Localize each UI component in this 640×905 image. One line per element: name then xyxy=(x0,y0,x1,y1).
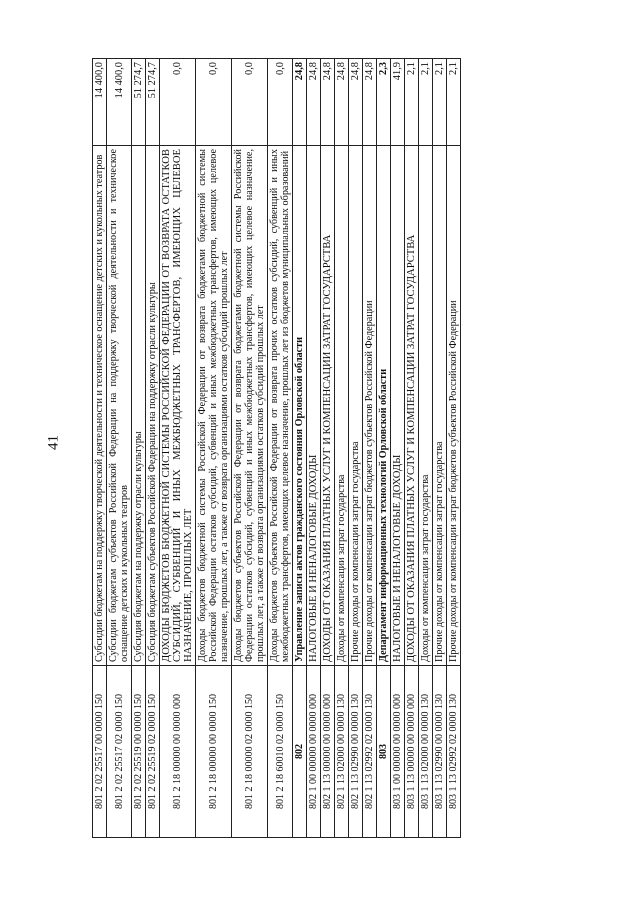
row-name: ДОХОДЫ ОТ ОКАЗАНИЯ ПЛАТНЫХ УСЛУГ И КОМПЕНСАЦИИ ЗАТРАТ ГОСУДАРСТВА xyxy=(405,146,419,666)
table-row xyxy=(307,59,321,838)
row-amount: 2,1 xyxy=(433,59,447,146)
table-row xyxy=(293,59,307,838)
table-row xyxy=(196,59,232,838)
row-name: Управление записи актов гражданского состояния Орловской области xyxy=(293,146,307,666)
table-row xyxy=(363,59,377,838)
row-code: 802 xyxy=(293,666,307,838)
row-amount: 14 400,0 xyxy=(107,59,132,146)
row-name: Субсидии бюджетам на поддержку творческой деятельности и техническое оснащение детских и кукольных театров xyxy=(93,146,107,666)
table-row xyxy=(335,59,349,838)
row-name: Прочие доходы от компенсации затрат государства xyxy=(433,146,447,666)
row-amount: 51 274,7 xyxy=(146,59,160,146)
row-name: Доходы от компенсации затрат государства xyxy=(335,146,349,666)
row-name: Субсидия бюджетам субъектов Российской Федерации на поддержку отрасли культуры xyxy=(146,146,160,666)
row-code: 802 1 13 00000 00 0000 000 xyxy=(321,666,335,838)
row-name: Доходы бюджетов субъектов Российской Федерации от возврата бюджетами бюджетной системы Российской Федерации остатков субсидий, субвенций и иных межбюджетных трансфертов, имеющих целевое назначение, прошлых лет, а также от возврата организациями остатков субсидий прошлых лет xyxy=(232,146,268,666)
table-row xyxy=(132,59,146,838)
table-row xyxy=(405,59,419,838)
row-amount: 2,1 xyxy=(447,59,461,146)
row-amount: 2,1 xyxy=(405,59,419,146)
row-name: Доходы бюджетов бюджетной системы Российской Федерации от возврата бюджетами бюджетной системы Российской Федерации остатков субсидий, субвенций и иных межбюджетных трансфертов, имеющих целевое назначение, прошлых лет, а также от возврата организациями остатков субсидий прошлых лет xyxy=(196,146,232,666)
row-amount: 24,8 xyxy=(307,59,321,146)
row-amount: 24,8 xyxy=(349,59,363,146)
rotated-table-wrapper xyxy=(92,58,588,838)
income-table-body xyxy=(93,59,461,838)
row-amount: 0,0 xyxy=(232,59,268,146)
row-name: НАЛОГОВЫЕ И НЕНАЛОГОВЫЕ ДОХОДЫ xyxy=(391,146,405,666)
table-row xyxy=(93,59,107,838)
row-code: 801 2 18 00000 02 0000 150 xyxy=(232,666,268,838)
row-amount: 51 274,7 xyxy=(132,59,146,146)
table-row xyxy=(447,59,461,838)
table-row xyxy=(107,59,132,838)
row-code: 802 1 13 02990 00 0000 130 xyxy=(349,666,363,838)
row-name: Прочие доходы от компенсации затрат бюджетов субъектов Российской Федерации xyxy=(447,146,461,666)
table-row xyxy=(419,59,433,838)
row-name: Доходы бюджетов субъектов Российской Федерации от возврата прочих остатков субсидий, субвенций и иных межбюджетных трансфертов, имеющих целевое назначение, прошлых лет из бюджетов муниципальных образований xyxy=(268,146,293,666)
row-name: Департамент информационных технологий Орловской области xyxy=(377,146,391,666)
row-name: Субсидия бюджетам на поддержку отрасли культуры xyxy=(132,146,146,666)
table-row xyxy=(433,59,447,838)
table-row xyxy=(232,59,268,838)
row-name: Доходы от компенсации затрат государства xyxy=(419,146,433,666)
row-code: 802 1 00 00000 00 0000 000 xyxy=(307,666,321,838)
row-code: 802 1 13 02992 02 0000 130 xyxy=(363,666,377,838)
row-amount: 14 400,0 xyxy=(93,59,107,146)
row-code: 801 2 02 25519 02 0000 150 xyxy=(146,666,160,838)
row-amount: 24,8 xyxy=(321,59,335,146)
row-amount: 0,0 xyxy=(268,59,293,146)
table-row xyxy=(349,59,363,838)
page-number: 41 xyxy=(45,435,62,450)
row-name: ДОХОДЫ БЮДЖЕТОВ БЮДЖЕТНОЙ СИСТЕМЫ РОССИЙСКОЙ ФЕДЕРАЦИИ ОТ ВОЗВРАТА ОСТАТКОВ СУБСИДИЙ, СУБВЕНЦИЙ И ИНЫХ МЕЖБЮДЖЕТНЫХ ТРАНСФЕРТОВ, ИМЕЮЩИХ ЦЕЛЕВОЕ НАЗНАЧЕНИЕ, ПРОШЛЫХ ЛЕТ xyxy=(160,146,196,666)
row-name: ДОХОДЫ ОТ ОКАЗАНИЯ ПЛАТНЫХ УСЛУГ И КОМПЕНСАЦИИ ЗАТРАТ ГОСУДАРСТВА xyxy=(321,146,335,666)
table-row xyxy=(321,59,335,838)
row-amount: 41,9 xyxy=(391,59,405,146)
row-code: 801 2 02 25517 02 0000 150 xyxy=(107,666,132,838)
row-code: 801 2 02 25517 00 0000 150 xyxy=(93,666,107,838)
row-amount: 0,0 xyxy=(196,59,232,146)
income-table xyxy=(92,58,461,838)
row-name: Прочие доходы от компенсации затрат бюджетов субъектов Российской Федерации xyxy=(363,146,377,666)
row-code: 803 1 13 02992 02 0000 130 xyxy=(447,666,461,838)
table-row xyxy=(377,59,391,838)
row-code: 803 1 13 02000 00 0000 130 xyxy=(419,666,433,838)
row-amount: 0,0 xyxy=(160,59,196,146)
table-row xyxy=(268,59,293,838)
row-code: 803 xyxy=(377,666,391,838)
row-name: Субсидии бюджетам субъектов Российской Федерации на поддержку творческой деятельности и техническое оснащение детских и кукольных театров xyxy=(107,146,132,666)
row-name: Прочие доходы от компенсации затрат государства xyxy=(349,146,363,666)
row-code: 801 2 18 00000 00 0000 000 xyxy=(160,666,196,838)
table-row xyxy=(146,59,160,838)
row-code: 803 1 13 02990 00 0000 130 xyxy=(433,666,447,838)
row-amount: 24,8 xyxy=(293,59,307,146)
row-code: 801 2 18 00000 00 0000 150 xyxy=(196,666,232,838)
row-code: 803 1 00 00000 00 0000 000 xyxy=(391,666,405,838)
row-code: 803 1 13 00000 00 0000 000 xyxy=(405,666,419,838)
row-amount: 2,1 xyxy=(419,59,433,146)
row-amount: 24,8 xyxy=(335,59,349,146)
table-row xyxy=(160,59,196,838)
row-name: НАЛОГОВЫЕ И НЕНАЛОГОВЫЕ ДОХОДЫ xyxy=(307,146,321,666)
row-amount: 2,3 xyxy=(377,59,391,146)
row-code: 801 2 18 60010 02 0000 150 xyxy=(268,666,293,838)
table-row xyxy=(391,59,405,838)
row-code: 801 2 02 25519 00 0000 150 xyxy=(132,666,146,838)
row-code: 802 1 13 02000 00 0000 130 xyxy=(335,666,349,838)
row-amount: 24,8 xyxy=(363,59,377,146)
